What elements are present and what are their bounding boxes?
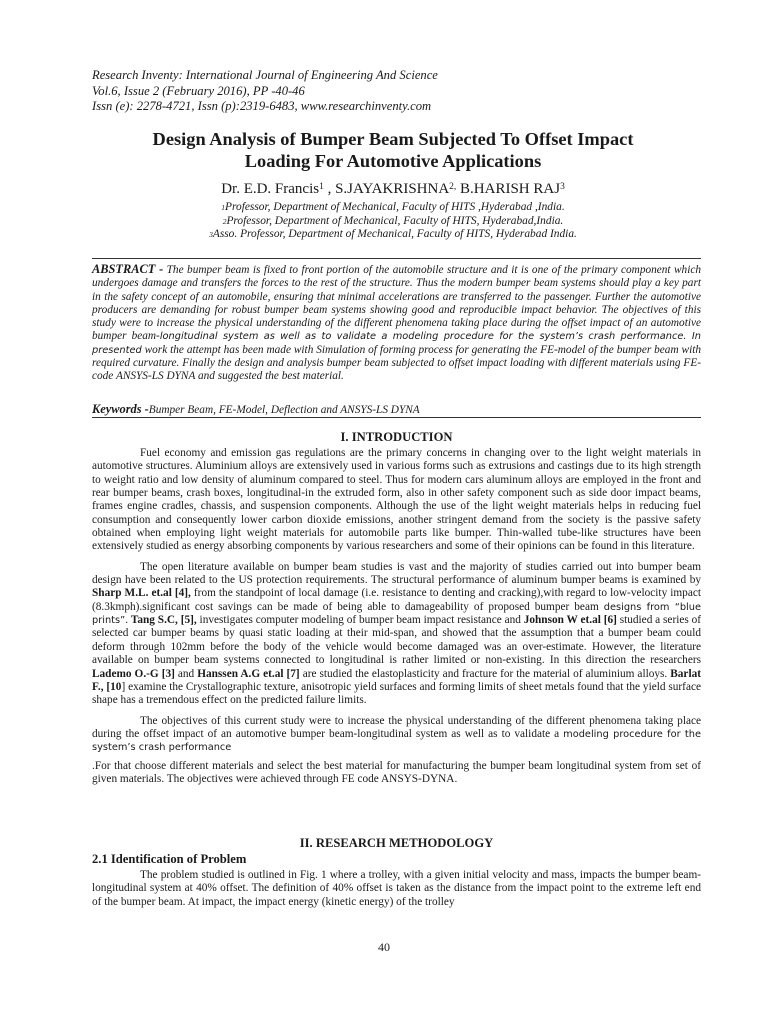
affiliation-1-text: Professor, Department of Mechanical, Faculty of HITS ,Hyderabad ,India. <box>225 201 565 213</box>
p2-text-d: designs from “blue prints” <box>92 601 701 627</box>
citation-barlat: Barlat F., [10 <box>92 667 701 693</box>
section-2-paragraph-1: The problem studied is outlined in Fig. 1 where a trolley, with a given initial velocity and mass, impacts the bumper beam-longitudinal system at 40% offset. The definition of 40% offset is taken as the distance from the impact point to the extreme left end of the bumper beam. At impact, the impact energy (kinetic energy) of the trolley <box>92 869 701 908</box>
affiliation-3 <box>80 228 706 242</box>
abstract-label: ABSTRACT - <box>92 262 164 276</box>
paragraph-1: Fuel economy and emission gas regulations are the primary concerns in changing over to the light weight materials in automotive structures. Aluminium alloys are extensively used in various forms such as extrusions and castings due to its high strength to weight ratio and low density of aluminum compared to steel. Thus for modern cars aluminum alloys are employed in the front and rear bumper beams, crash boxes, longitudinal-in the extruded form, also in other safety component such as side door impact beams, frames engine cradles, chassis, and suspension components. Although the use of the light weight materials helps in reducing fuel consumption and consequently lower carbon dioxide emissions, another stringent demand from the society is the passive safety obtained when employing light weight materials for automobile parts like bumper. Thin-walled tube-like structures have been extensively studied as energy absorbing components by various researchers and some of their opinions can be found in this literature. <box>92 447 701 553</box>
keywords-text: Bumper Beam, FE-Model, Deflection and ANSYS-LS DYNA <box>148 404 420 416</box>
section-2-body <box>92 869 701 909</box>
affiliation-3-text: Asso. Professor, Department of Mechanical, Faculty of HITS, Hyderabad India. <box>212 228 577 241</box>
author-2-sup: 2, <box>449 182 457 192</box>
journal-issn: Issn (e): 2278-4721, Issn (p):2319-6483, www.researchinventy.com <box>92 99 432 114</box>
section-2-heading: II. RESEARCH METHODOLOGY <box>299 836 494 850</box>
citation-lademo: Lademo O.-G [3] <box>92 667 175 680</box>
paper-title-line-1: Design Analysis of Bumper Beam Subjected To Offset Impact <box>152 129 634 149</box>
abstract-text-1: The bumper beam is fixed to front portion of the automobile structure and it is one of the primary component which undergoes damage and transfers the forces to the rest of the structure. Thus the modern bumper beam systems should play a key part in the safety concept of an automobile, ensuring that minimal accelerations are transferred to the passenger. Further the automotive producers are demanding for robust bumper beam systems showing good and reproducible impact behavior. The objectives of this study were to increase the physical understanding of the different phenomena taking place during the offset impact of an automotive bumper beam- <box>92 264 701 343</box>
abstract <box>92 263 701 384</box>
affiliation-2-text: Professor, Department of Mechanical, Faculty of HITS, Hyderabad,India. <box>226 214 564 227</box>
keywords-bottom-rule <box>92 417 701 418</box>
affiliation-2-sup: 2 <box>222 216 227 226</box>
paragraph-3 <box>92 715 701 755</box>
p2-text-e: . <box>125 614 131 627</box>
subsection-2-1-heading: 2.1 Identification of Problem <box>92 852 247 866</box>
p2-text-m: are studied the elastoplasticity and fracture for the material of aluminium alloys. <box>299 667 671 680</box>
author-2: S.JAYAKRISHNA <box>335 181 450 197</box>
p3-text-b: modeling procedure for the system’s crash performance <box>92 728 701 754</box>
citation-johnson: Johnson W et.al [6] <box>523 614 617 627</box>
author-separator: , <box>323 181 336 197</box>
p3-text-a: The objectives of this current study were to increase the physical understanding of the different phenomena taking place during the offset impact of an automotive bumper beam-longitudinal system as well as to validate a <box>92 714 701 740</box>
section-1-body <box>92 447 701 786</box>
page-number: 40 <box>378 940 390 954</box>
affiliation-1-sup: 1 <box>221 203 226 212</box>
affiliation-2 <box>80 215 706 229</box>
p2-text-c: from the standpoint of local damage (i.e. resistance to denting and cracking),with regard to low-velocity impact (8.3kmph).significant cost savings can be made of being able to damageability of proposed bumper beam <box>92 587 701 613</box>
abstract-text-3: work the attempt has been made with Simulation of forming process for generating the FE-model of the bumper beam with required curvature. Finally the design and analysis bumper beam subjected to offset impact loading with different materials using FE-code ANSYS-LS DYNA and suggested the best material. <box>92 343 701 383</box>
journal-volume: Vol.6, Issue 2 (February 2016), PP -40-46 <box>92 83 305 98</box>
p2-text-i: studied a series of selected car bumper beams by quasi static loading at their mid-span, and showed that the assumption that a bumper beam could deform through 102mm before the body of the vehicle would become damaged was an over-estimate. However, the literature available on bumper beam systems connected to longitudinal is rather limited or non-existing. In this direction the researchers <box>92 614 701 667</box>
journal-name: Research Inventy: International Journal of Engineering And Science <box>92 68 438 82</box>
p2-text-k: and <box>174 667 198 680</box>
paragraph-2 <box>92 561 701 708</box>
journal-header <box>92 68 692 115</box>
citation-hanssen: Hanssen A.G et.al [7] <box>197 667 300 680</box>
p2-text-g: investigates computer modeling of bumper beam impact resistance and <box>196 614 524 627</box>
author-3-sup: 3 <box>560 182 565 192</box>
section-1-heading: I. INTRODUCTION <box>340 430 453 444</box>
citation-tang: Tang S.C, [5], <box>130 614 197 627</box>
author-1: Dr. E.D. Francis <box>221 181 320 197</box>
p2-text-a: The open literature available on bumper beam studies is vast and the majority of studies carried out into bumper beam design have been related to the US protection requirements. The structural performance of aluminum bumper beams is examined by <box>92 560 701 587</box>
keywords <box>92 402 701 417</box>
paragraph-4: .For that choose different materials and select the best material for manufacturing the bumper beam longitudinal system from set of given materials. The objectives were achieved through FE code ANSYS-DYNA. <box>92 759 701 785</box>
affiliation-3-sup: 3 <box>209 230 213 240</box>
paper-title <box>80 128 706 172</box>
author-1-sup: 1 <box>319 182 324 192</box>
p2-text-o: ] examine the Crystallographic texture, anisotropic yield surfaces and forming limits of sheet metals found that the yield surface shape has a tremendous effect on the predicted failure limits. <box>92 680 701 707</box>
author-3: B.HARISH RAJ <box>456 181 561 197</box>
affiliation-list <box>80 201 706 242</box>
author-list <box>80 180 706 199</box>
affiliation-1 <box>80 201 706 215</box>
abstract-text-2: longitudinal system as well as to validate a modeling procedure for the system’s crash performance. In presented <box>92 331 701 356</box>
citation-sharp: Sharp M.L. et.al [4], <box>92 587 191 600</box>
paper-title-line-2: Loading For Automotive Applications <box>244 151 542 171</box>
abstract-top-rule <box>92 258 701 259</box>
keywords-label: Keywords - <box>92 402 149 416</box>
